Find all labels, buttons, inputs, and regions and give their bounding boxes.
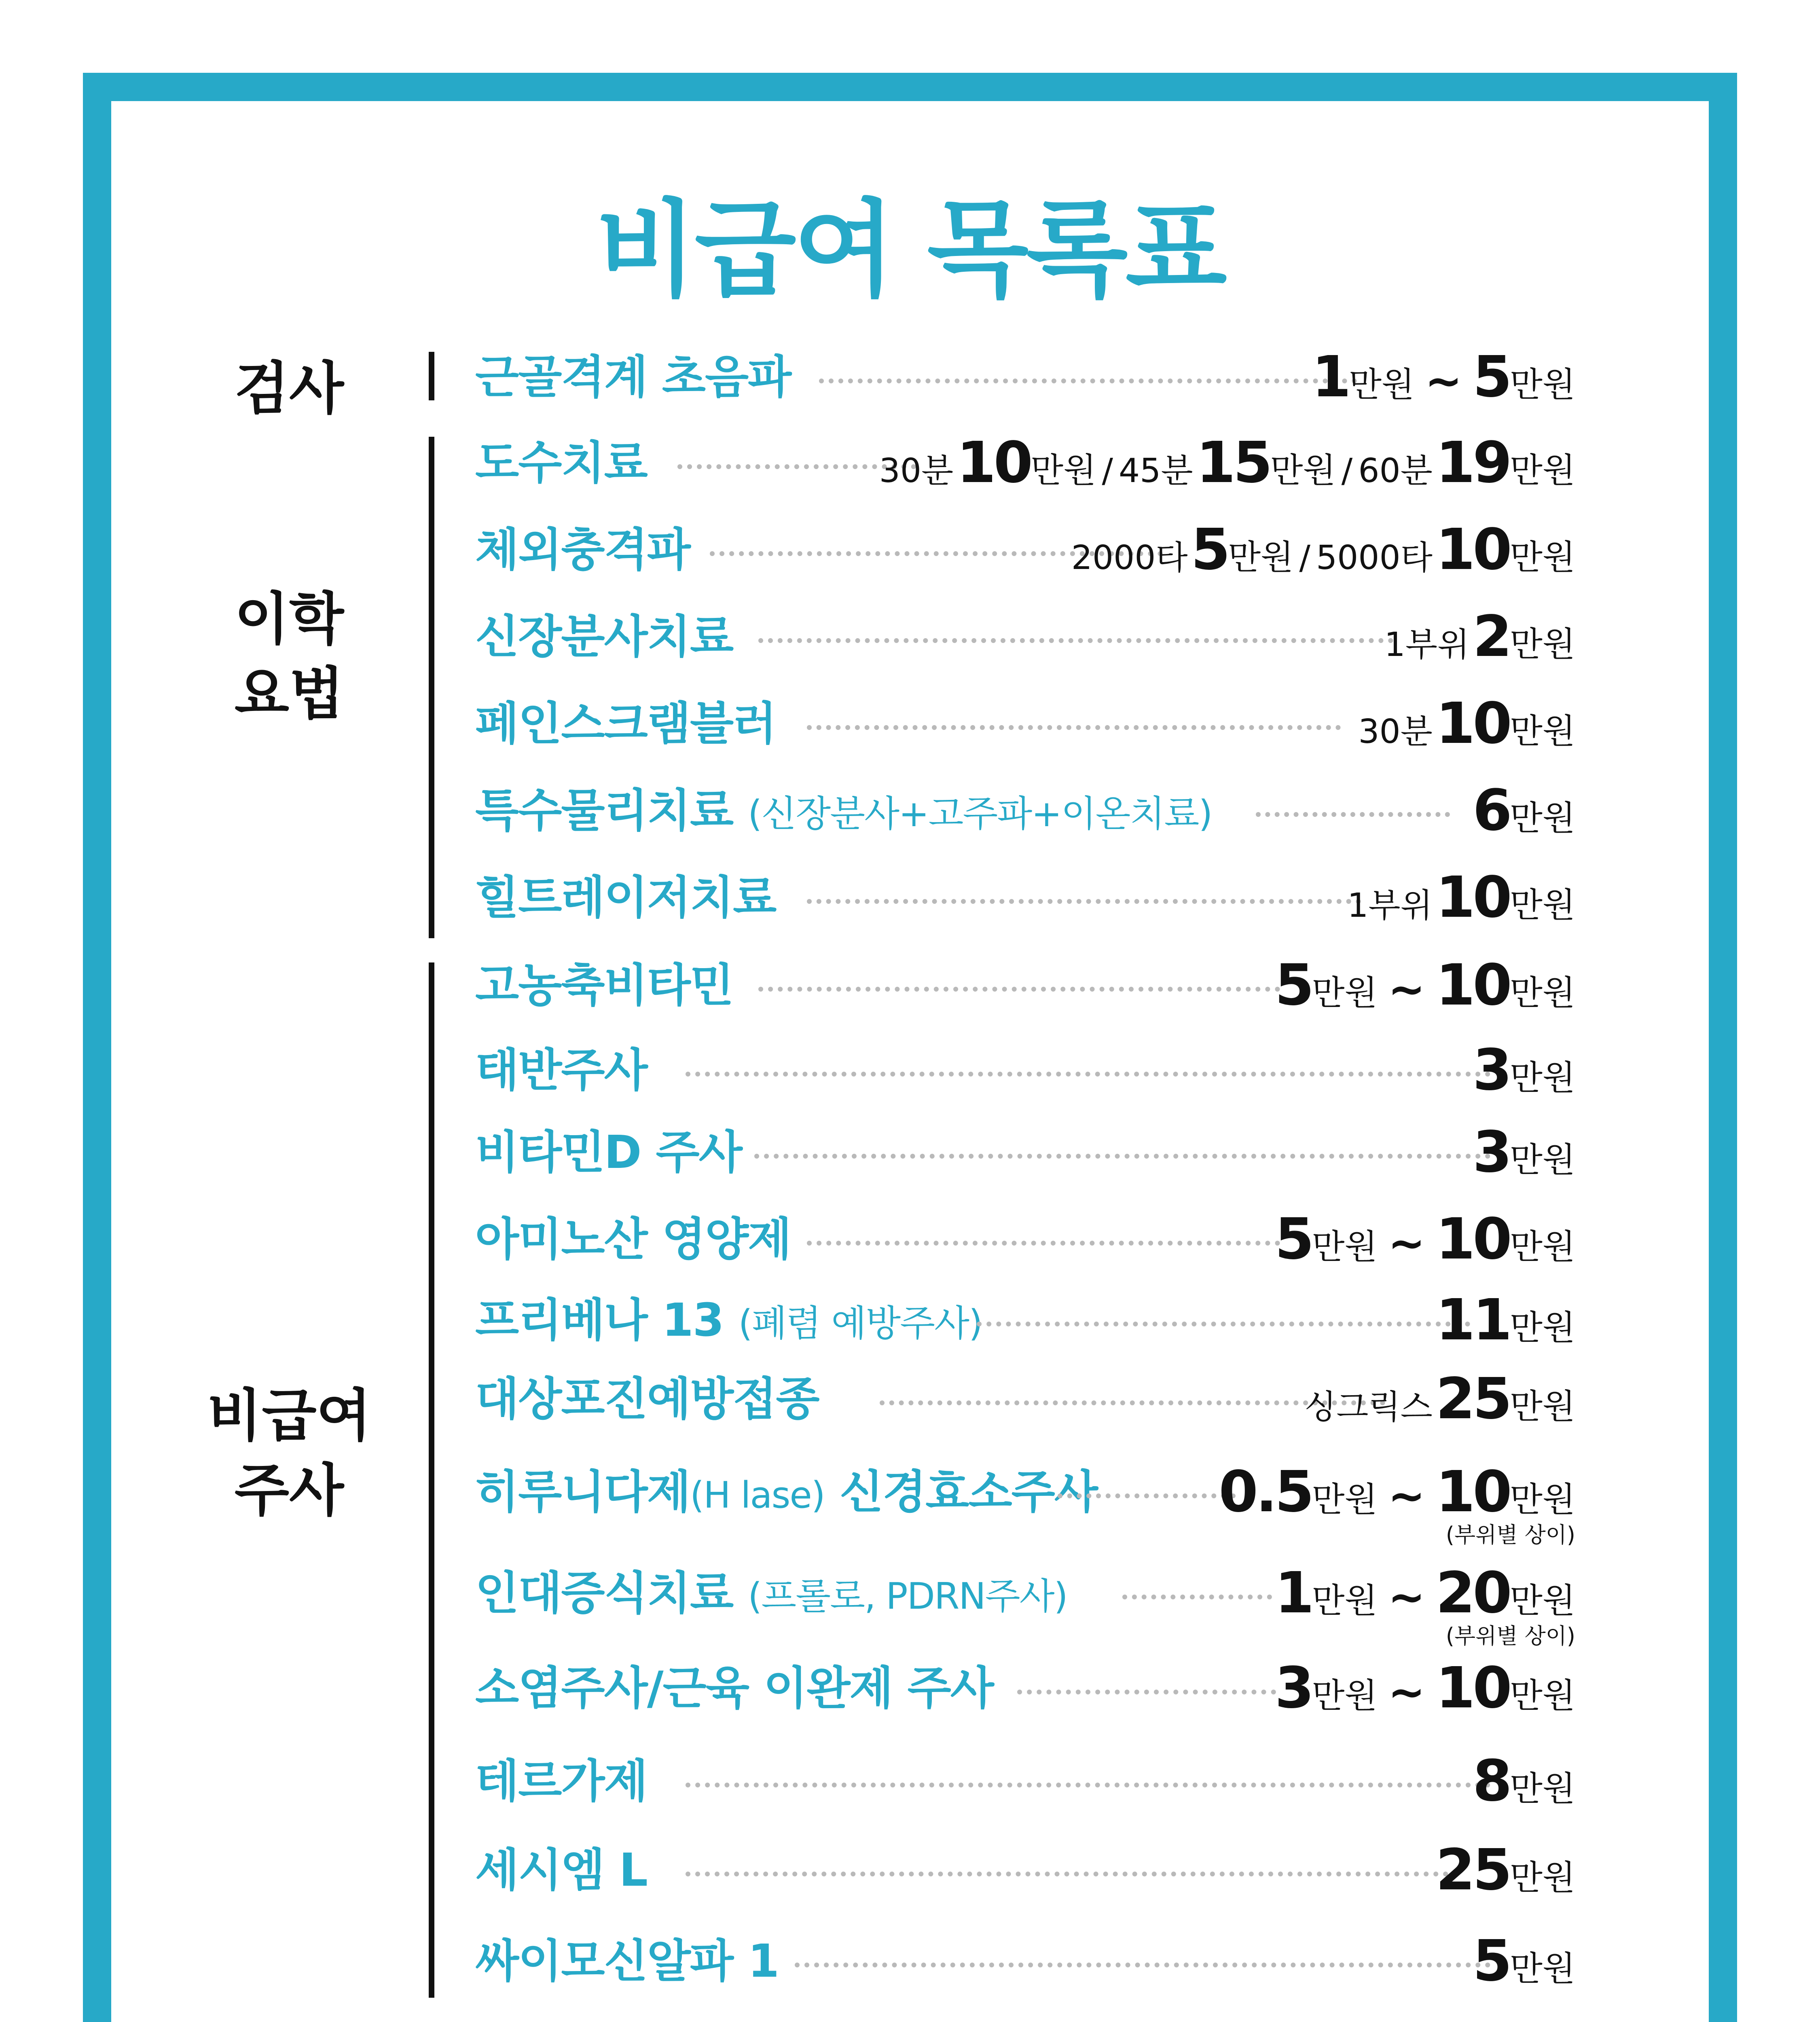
item-name: 도수치료 bbox=[475, 437, 647, 489]
price-row-manual-therapy bbox=[475, 429, 1575, 497]
item-name: 싸이모신알파 1 bbox=[475, 1935, 779, 1988]
price-row-shockwave bbox=[475, 516, 1575, 584]
item-price: 6만원 bbox=[1473, 778, 1575, 844]
item-price: 5만원 ~ 10만원 bbox=[1274, 952, 1575, 1018]
price-row-decompression bbox=[475, 603, 1575, 671]
item-name: 페인스크램블러 bbox=[475, 698, 776, 750]
dot-leader bbox=[819, 379, 1357, 383]
item-price: 1부위2만원 bbox=[1384, 604, 1575, 670]
dot-leader bbox=[1122, 1595, 1272, 1599]
price-row-anti-inflammatory bbox=[475, 1654, 1575, 1723]
divider-injection bbox=[429, 962, 434, 1998]
category-exam-label: 검사 bbox=[234, 356, 344, 422]
item-price: 5만원 ~ 10만원 bbox=[1274, 1206, 1575, 1272]
item-price: 2000타5만원 / 5000타10만원 bbox=[1071, 517, 1575, 583]
category-physio-line1: 이학 bbox=[234, 586, 344, 652]
price-row-vitamin-d bbox=[475, 1118, 1575, 1187]
price-row-scrambler bbox=[475, 690, 1575, 758]
item-price: 25만원 bbox=[1435, 1837, 1575, 1903]
item-price: 1만원 ~ 5만원 bbox=[1312, 344, 1575, 410]
page-title: 비급여 목록표 bbox=[595, 189, 1225, 311]
item-name: 태반주사 bbox=[475, 1044, 647, 1097]
dot-leader bbox=[1017, 1690, 1276, 1694]
dot-leader bbox=[686, 1072, 1490, 1077]
item-price: 1부위10만원 bbox=[1347, 865, 1575, 931]
dot-leader bbox=[758, 638, 1393, 643]
price-row-tergaje bbox=[475, 1747, 1575, 1816]
price-row-vitamin bbox=[475, 951, 1575, 1020]
item-name: 신장분사치료 bbox=[475, 611, 733, 663]
category-physio bbox=[178, 582, 400, 732]
item-name: 대상포진예방접종 bbox=[475, 1373, 819, 1426]
item-name: 세시엠 L bbox=[475, 1844, 647, 1897]
price-row-thymosin bbox=[475, 1927, 1575, 1996]
item-price: 3만원 bbox=[1473, 1037, 1575, 1103]
dot-leader bbox=[686, 1783, 1490, 1787]
item-price: 30분10만원 bbox=[1358, 691, 1575, 757]
item-name: 근골격계 초음파 bbox=[475, 351, 791, 404]
item-price: 30분10만원 / 45분15만원 / 60분19만원 bbox=[879, 430, 1575, 496]
price-row-shingles bbox=[475, 1365, 1575, 1434]
item-price: 8만원 bbox=[1473, 1748, 1575, 1814]
category-injection-line1: 비급여 bbox=[207, 1383, 371, 1449]
dot-leader bbox=[807, 1241, 1280, 1246]
price-row-hyaluronidase bbox=[475, 1458, 1575, 1548]
item-price: 0.5만원 ~ 10만원 bbox=[1219, 1459, 1575, 1525]
item-price: 11만원 bbox=[1435, 1287, 1575, 1353]
item-name: 테르가제 bbox=[475, 1755, 647, 1808]
category-physio-line2: 요법 bbox=[234, 661, 344, 727]
price-row-amino bbox=[475, 1205, 1575, 1274]
item-price: 싱그릭스25만원 bbox=[1304, 1366, 1575, 1432]
item-price: 1만원 ~ 20만원 bbox=[1274, 1560, 1575, 1626]
dot-leader bbox=[686, 1872, 1458, 1876]
item-name: 소염주사/근육 이완제 주사 bbox=[475, 1662, 994, 1715]
price-row-placenta bbox=[475, 1036, 1575, 1105]
dot-leader bbox=[807, 725, 1341, 730]
dot-leader bbox=[795, 1963, 1490, 1967]
dot-leader bbox=[754, 1154, 1490, 1159]
dot-leader bbox=[1256, 812, 1450, 817]
item-name: 인대증식치료 (프롤로, PDRN주사) bbox=[475, 1567, 1067, 1620]
price-row-prevenar bbox=[475, 1286, 1575, 1355]
price-row-cesiem bbox=[475, 1836, 1575, 1905]
dot-leader bbox=[807, 899, 1361, 904]
divider-exam bbox=[429, 352, 434, 400]
item-name: 히루니다제(H lase) 신경효소주사 bbox=[475, 1466, 1098, 1519]
dot-leader bbox=[758, 987, 1280, 992]
item-name: 아미노산 영양제 bbox=[475, 1213, 791, 1266]
price-row-high-laser bbox=[475, 863, 1575, 932]
price-row-ultrasound bbox=[475, 343, 1575, 412]
category-injection-line2: 주사 bbox=[234, 1457, 344, 1524]
item-price: 3만원 ~ 10만원 bbox=[1274, 1655, 1575, 1721]
item-name: 힐트레이저치료 bbox=[475, 871, 776, 924]
item-price: 3만원 bbox=[1473, 1119, 1575, 1185]
price-note: (부위별 상이) bbox=[1445, 1623, 1575, 1649]
price-row-special-physio bbox=[475, 776, 1575, 845]
item-name: 프리베나 13 (폐렴 예방주사) bbox=[475, 1294, 982, 1347]
item-name: 특수물리치료 (신장분사+고주파+이온치료) bbox=[475, 785, 1212, 837]
item-price: 5만원 bbox=[1473, 1928, 1575, 1994]
category-exam bbox=[178, 352, 400, 427]
item-name: 고농축비타민 bbox=[475, 959, 733, 1012]
divider-physio bbox=[429, 437, 434, 938]
price-row-prolotherapy bbox=[475, 1559, 1575, 1649]
category-injection bbox=[178, 1379, 400, 1529]
price-note: (부위별 상이) bbox=[1445, 1522, 1575, 1548]
dot-leader bbox=[1058, 1493, 1236, 1498]
item-name: 비타민D 주사 bbox=[475, 1126, 742, 1179]
item-name: 체외충격파 bbox=[475, 524, 690, 576]
dot-leader bbox=[977, 1322, 1470, 1326]
